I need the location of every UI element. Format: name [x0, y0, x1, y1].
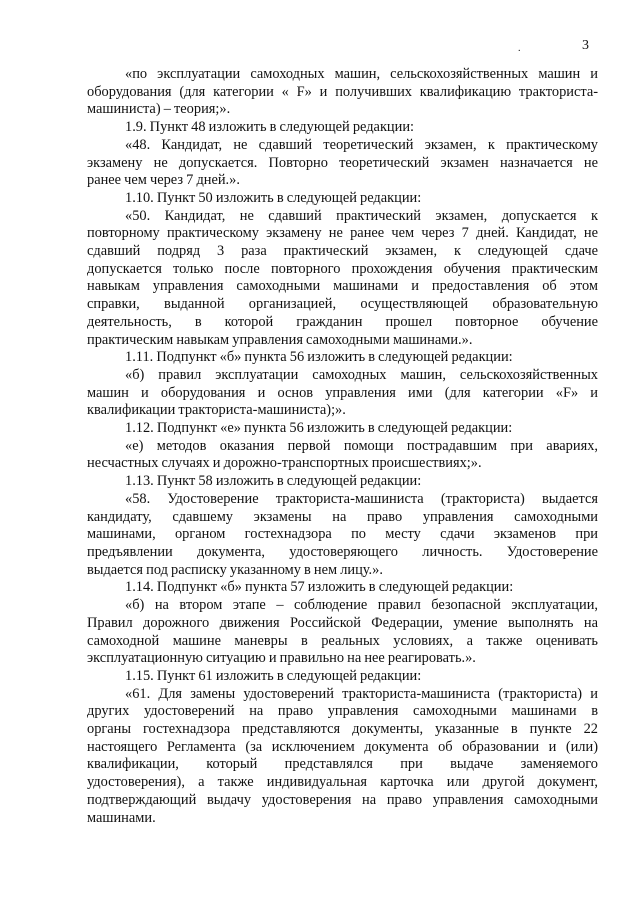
text-line-quote-48b: экзамену не допускается. Повторно теоретический экзамен назначается не: [87, 154, 598, 171]
text-line-quote-56b-a: «б) правил эксплуатации самоходных машин, сельскохозяйственных: [125, 366, 598, 383]
text-line-quote-50h: практическим навыкам управления самоходными машинами.».: [87, 331, 473, 348]
text-line-quote-50g: деятельность, в которой гражданин прошел повторное обучение: [87, 313, 598, 330]
text-line-quote-56e-b: несчастных случаях и дорожно-транспортных происшествиях;».: [87, 455, 482, 472]
text-line-quote-61g: подтверждающий выдачу удостоверения на право управления самоходными: [87, 791, 598, 808]
text-line-item-1-14: 1.14. Подпункт «б» пункта 57 изложить в следующей редакции:: [125, 579, 514, 596]
text-line-quote-57b-d: эксплуатационную ситуацию и правильно на нее реагировать.».: [87, 650, 476, 667]
text-line-quote-58d: предъявлении документа, удостоверяющего личность. Удостоверение: [87, 543, 598, 560]
document-body: [87, 66, 598, 827]
scan-mark: .: [518, 43, 521, 54]
text-line-item-1-10: 1.10. Пункт 50 изложить в следующей редакции:: [125, 189, 422, 206]
text-line-quote-58c: машинами, органом гостехнадзора по месту сдачи экзаменов при: [87, 526, 598, 543]
text-line-cont-1a: «по эксплуатации самоходных машин, сельскохозяйственных машин и: [125, 66, 598, 82]
text-line-quote-61d: настоящего Регламента (за исключением документа об образовании и (или): [87, 738, 598, 755]
text-line-quote-48c: ранее чем через 7 дней.».: [87, 172, 240, 189]
text-line-quote-61b: других удостоверений на право управления самоходными машинами в: [87, 703, 598, 720]
text-line-item-1-9: 1.9. Пункт 48 изложить в следующей редакции:: [125, 119, 415, 136]
text-line-quote-58e: выдается под расписку указанному в нем лицу.».: [87, 561, 383, 578]
text-line-quote-56b-c: квалификации тракториста-машиниста);».: [87, 402, 346, 419]
text-line-quote-57b-b: Правил дорожного движения Российской Федерации, умение выполнять на: [87, 614, 598, 631]
text-line-quote-50b: повторному практическому экзамену не ранее чем через 7 дней. Кандидат, не: [87, 225, 598, 242]
text-line-quote-61a: «61. Для замены удостоверений тракториста-машиниста (тракториста) и: [125, 685, 598, 702]
text-line-item-1-11: 1.11. Подпункт «б» пункта 56 изложить в следующей редакции:: [125, 349, 513, 366]
text-line-quote-50e: навыкам управления самоходными машинами и предоставления об этом: [87, 278, 598, 295]
text-line-quote-57b-a: «б) на втором этапе – соблюдение правил безопасной эксплуатации,: [125, 597, 598, 614]
text-line-quote-58b: кандидату, сдавшему экзамены на право управления самоходными: [87, 508, 598, 525]
text-line-quote-61c: органы гостехнадзора представляются документы, указанные в пункте 22: [87, 721, 598, 738]
text-line-quote-56e-a: «е) методов оказания первой помощи пострадавшим при авариях,: [125, 437, 598, 454]
text-line-quote-61h: машинами.: [87, 809, 156, 826]
text-line-quote-50f: справки, выданной организацией, осуществляющей образовательную: [87, 296, 598, 313]
text-line-cont-1b: оборудования (для категории « F» и получивших квалификацию тракториста-: [87, 83, 598, 100]
text-line-quote-57b-c: самоходной машине маневры в реальных условиях, а также оценивать: [87, 632, 598, 649]
text-line-quote-61e: квалификации, который представлялся при выдаче заменяемого: [87, 756, 598, 773]
text-line-quote-61f: удостоверения), а также индивидуальная карточка или другой документ,: [87, 774, 598, 791]
text-line-item-1-13: 1.13. Пункт 58 изложить в следующей редакции:: [125, 473, 422, 490]
text-line-quote-48a: «48. Кандидат, не сдавший теоретический экзамен, к практическому: [125, 136, 598, 153]
text-line-quote-58a: «58. Удостоверение тракториста-машиниста (тракториста) выдается: [125, 490, 598, 507]
text-line-item-1-12: 1.12. Подпункт «е» пункта 56 изложить в следующей редакции:: [125, 420, 513, 437]
text-line-item-1-15: 1.15. Пункт 61 изложить в следующей редакции:: [125, 667, 422, 684]
text-line-quote-56b-b: машин и оборудования и основ управления ими (для категории «F» и: [87, 384, 598, 401]
text-line-quote-50d: допускается только после повторного прохождения обучения практическим: [87, 260, 598, 277]
text-line-cont-1c: машиниста) – теория;».: [87, 101, 231, 118]
text-line-quote-50a: «50. Кандидат, не сдавший практический экзамен, допускается к: [125, 207, 598, 224]
page-number: 3: [582, 38, 589, 53]
text-line-quote-50c: сдавший подряд 3 раза практический экзамен, к следующей сдаче: [87, 243, 598, 260]
